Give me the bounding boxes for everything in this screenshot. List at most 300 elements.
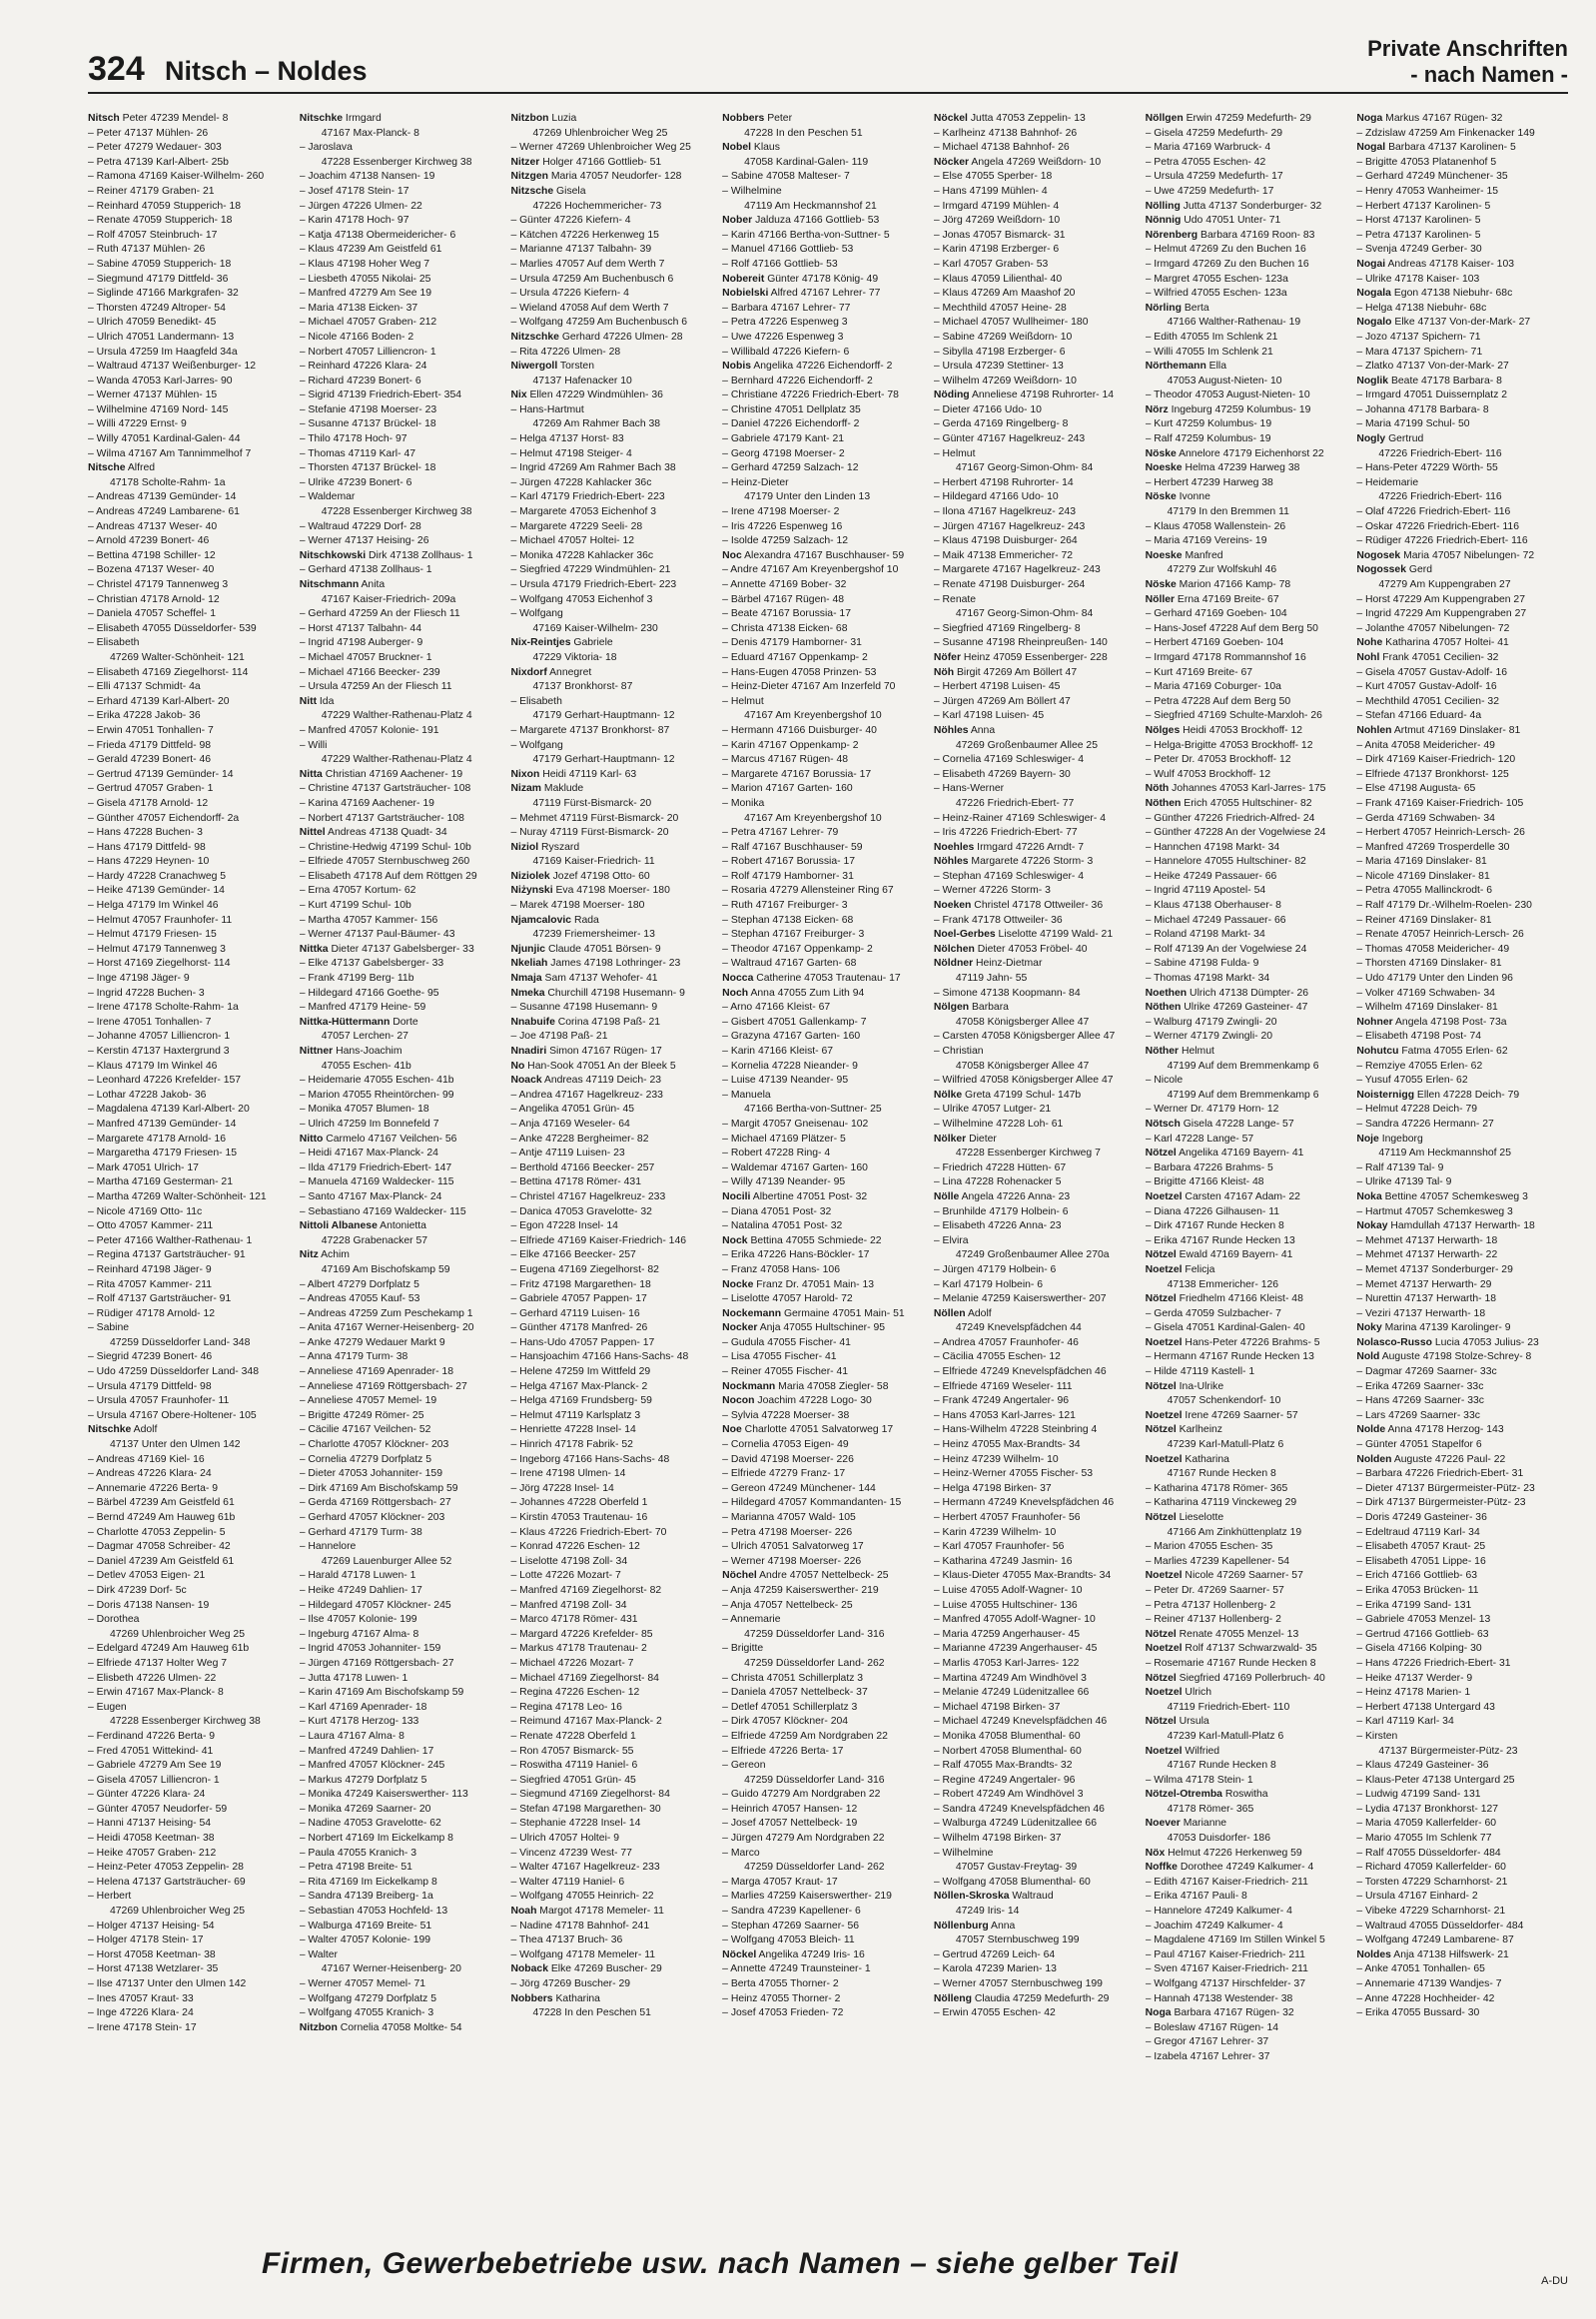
- entry-text: – Susanne 47198 Husemann- 9: [510, 1002, 658, 1014]
- list-item: [934, 1569, 1140, 1584]
- list-item: [1146, 432, 1351, 447]
- entry-text: Germaine 47051 Main- 51: [781, 1307, 905, 1319]
- entry-text: – Siegmund 47169 Ziegelhorst- 84: [510, 1789, 670, 1801]
- list-item: [1146, 1496, 1351, 1511]
- entry-text: Annegret: [546, 666, 592, 678]
- list-item: [934, 1205, 1140, 1220]
- list-item: [300, 1642, 505, 1657]
- entry-text: Barbara 47167 Rügen- 32: [1171, 2007, 1294, 2019]
- entry-text: – Hannelore: [299, 1541, 357, 1553]
- list-item: [722, 1774, 928, 1789]
- entry-text: – Gerhard 47259 An der Fliesch 11: [299, 608, 460, 620]
- entry-text: – Fritz 47198 Margarethen- 18: [510, 1278, 651, 1290]
- entry-text: Karlheinz: [1176, 1424, 1222, 1436]
- entry-text: – Günther 47228 An der Vogelwiese 24: [1145, 827, 1326, 839]
- list-item: [934, 243, 1140, 258]
- list-item: [934, 1905, 1140, 1920]
- entry-text: – Walter 47057 Kolonie- 199: [299, 1934, 431, 1946]
- list-item: [1146, 563, 1351, 578]
- entry-text: – Ruth 47137 Mühlen- 26: [88, 244, 206, 256]
- list-item: [722, 1977, 928, 1992]
- list-item: [88, 943, 294, 958]
- surname: Noack: [510, 1075, 542, 1087]
- list-item: [1356, 1321, 1562, 1336]
- entry-text: – Walter 47119 Haniel- 6: [510, 1876, 625, 1888]
- entry-text: – Nicole: [1145, 1075, 1184, 1087]
- entry-address: 47179 Unter den Linden 13: [744, 491, 871, 503]
- entry-text: – Margarete 47053 Eichenhof 3: [510, 506, 657, 518]
- entry-text: Anita: [359, 579, 386, 590]
- list-item: [300, 753, 505, 768]
- entry-text: – Karin 47198 Erzberger- 6: [933, 244, 1060, 256]
- entry-text: – Werner 47137 Heising- 26: [299, 535, 429, 547]
- list-item: [88, 1205, 294, 1220]
- entry-text: – Marion 47167 Garten- 160: [722, 783, 853, 795]
- list-item: [934, 1555, 1140, 1570]
- entry-text: – Christian 47178 Arnold- 12: [88, 593, 220, 605]
- entry-text: – Elli 47137 Schmidt- 4a: [88, 681, 201, 693]
- list-item: [722, 1089, 928, 1104]
- entry-text: Ewald 47169 Bayern- 41: [1176, 1249, 1293, 1261]
- entry-text: Joachim 47228 Logo- 30: [754, 1395, 872, 1407]
- entry-text: – Nicole 47169 Dinslaker- 81: [1356, 870, 1490, 882]
- entry-text: – Manfred 47057 Klöckner- 245: [299, 1760, 445, 1772]
- list-item: [1146, 1962, 1351, 1977]
- list-item: [1146, 505, 1351, 520]
- surname: Noky: [1356, 1322, 1382, 1334]
- list-item: [88, 739, 294, 754]
- list-item: [1356, 695, 1562, 710]
- list-item: [300, 1555, 505, 1570]
- entry-text: – Michael 47169 Ziegelhorst- 84: [510, 1672, 659, 1684]
- list-item: [88, 987, 294, 1002]
- entry-text: – Berta 47055 Thorner- 2: [722, 1978, 839, 1989]
- entry-text: – Edeltraud 47119 Karl- 34: [1356, 1526, 1480, 1538]
- list-item: [510, 2006, 716, 2021]
- entry-text: – Wilma 47178 Stein- 1: [1145, 1774, 1253, 1786]
- list-item: [1356, 1001, 1562, 1016]
- entry-address: 47058 Königsberger Allee 47: [955, 1060, 1090, 1072]
- list-item: [1356, 1962, 1562, 1977]
- list-item: [934, 1278, 1140, 1293]
- entry-text: – Magdalena 47139 Karl-Albert- 20: [88, 1104, 250, 1116]
- list-item: [1146, 520, 1351, 535]
- list-item: [88, 1555, 294, 1570]
- entry-text: – Mehmet 47137 Herwarth- 18: [1356, 1234, 1498, 1246]
- list-item: [88, 1161, 294, 1176]
- list-item: [1146, 302, 1351, 317]
- entry-text: – Hans 47269 Saarner- 33c: [1356, 1395, 1484, 1407]
- entry-text: – Hans-Josef 47228 Auf dem Berg 50: [1145, 622, 1318, 634]
- list-item: [1146, 914, 1351, 929]
- list-item: [934, 1890, 1140, 1905]
- list-item: [1146, 534, 1351, 549]
- list-item: [88, 1599, 294, 1614]
- entry-text: – Reinhard 47226 Klara- 24: [299, 361, 427, 373]
- entry-address: 47279 Am Kuppengraben 27: [1378, 579, 1511, 590]
- entry-text: – Liesbeth 47055 Nikolai- 25: [299, 273, 431, 285]
- directory-column: [1356, 112, 1568, 2201]
- entry-text: – Regina 47137 Gartsträucher- 91: [88, 1249, 246, 1261]
- list-item: [510, 229, 716, 244]
- entry-text: – Dirk 47239 Dorf- 5c: [88, 1584, 187, 1596]
- entry-text: – Sandra 47139 Breiberg- 1a: [299, 1891, 433, 1903]
- list-item: [88, 1496, 294, 1511]
- list-item: [510, 1278, 716, 1293]
- surname: Nnadiri: [510, 1046, 547, 1057]
- list-item: [300, 841, 505, 856]
- list-item: [1146, 1336, 1351, 1351]
- entry-text: – Andreas 47226 Klara- 24: [88, 1468, 212, 1480]
- list-item: [1356, 797, 1562, 812]
- list-item: [722, 709, 928, 724]
- list-item: [1146, 1526, 1351, 1541]
- list-item: [722, 490, 928, 505]
- entry-address: 47239 Karl-Matull-Platz 6: [1167, 1730, 1284, 1742]
- list-item: [510, 1788, 716, 1803]
- list-item: [1356, 170, 1562, 185]
- entry-text: – Jürgen 47279 Am Nordgraben 22: [722, 1833, 885, 1845]
- list-item: [510, 520, 716, 535]
- entry-text: – Renate 47057 Heinrich-Lersch- 26: [1356, 929, 1524, 941]
- list-item: [300, 1803, 505, 1818]
- list-item: [88, 1642, 294, 1657]
- entry-text: – Wilhelm 47169 Dinslaker- 81: [1356, 1002, 1498, 1014]
- list-item: [88, 388, 294, 403]
- entry-text: – Helmut 47269 Zu den Buchen 16: [1145, 244, 1306, 256]
- entry-address: 47138 Emmericher- 126: [1167, 1278, 1279, 1290]
- list-item: [300, 1147, 505, 1161]
- entry-text: Wilfried: [1182, 1745, 1220, 1757]
- entry-text: – Mehmet 47137 Herwarth- 22: [1356, 1249, 1498, 1261]
- surname: Nogala: [1356, 288, 1391, 300]
- entry-text: – Heinz-Dieter 47167 Am Inzerfeld 70: [722, 681, 896, 693]
- entry-text: – Erwin 47051 Tonhallen- 7: [88, 724, 214, 736]
- entry-text: Auguste 47226 Paul- 22: [1391, 1453, 1506, 1465]
- entry-text: – Andreas 47137 Weser- 40: [88, 520, 218, 532]
- list-item: [88, 1876, 294, 1891]
- list-item: [1356, 1890, 1562, 1905]
- list-item: [88, 156, 294, 171]
- header-rule: [88, 92, 1568, 94]
- entry-text: – Wilfried 47055 Eschen- 123a: [1145, 288, 1287, 300]
- list-item: [934, 1920, 1140, 1934]
- list-item: [934, 1219, 1140, 1234]
- list-item: [300, 1423, 505, 1438]
- surname: Nöh: [933, 666, 955, 678]
- entry-text: – Horst 47137 Talbahn- 44: [299, 622, 421, 634]
- entry-text: Marion 47166 Kamp- 78: [1176, 579, 1291, 590]
- entry-text: Andreas 47178 Kaiser- 103: [1385, 258, 1515, 270]
- entry-text: – Michael 47057 Holtei- 12: [510, 535, 635, 547]
- entry-text: – Horst 47169 Ziegelhorst- 114: [88, 958, 231, 970]
- entry-text: – Thorsten 47249 Altroper- 54: [88, 302, 226, 314]
- list-item: [722, 943, 928, 958]
- list-item: [722, 1336, 928, 1351]
- list-item: [300, 1482, 505, 1497]
- surname: Nötzel: [1145, 1512, 1177, 1523]
- list-item: [722, 1890, 928, 1905]
- list-item: [722, 1175, 928, 1190]
- entry-text: – Doris 47138 Nansen- 19: [88, 1599, 210, 1611]
- list-item: [934, 826, 1140, 841]
- surname: Nöding: [933, 389, 970, 401]
- list-item: [88, 1788, 294, 1803]
- entry-address: 47057 Sternbuschweg 199: [955, 1934, 1080, 1946]
- list-item: [1146, 1774, 1351, 1789]
- entry-text: Heidi 47053 Brockhoff- 12: [1180, 724, 1303, 736]
- entry-text: – Simone 47138 Koopmann- 84: [933, 987, 1081, 999]
- list-item: [934, 753, 1140, 768]
- entry-text: – Barbara 47226 Brahms- 5: [1145, 1161, 1273, 1173]
- surname: Nitzbon: [510, 113, 549, 124]
- list-item: [1356, 1045, 1562, 1060]
- entry-address: 47199 Auf dem Bremmenkamp 6: [1167, 1089, 1319, 1101]
- entry-text: – Manfred 47198 Zoll- 34: [510, 1599, 627, 1611]
- entry-text: Maria 47057 Neudorfer- 128: [547, 171, 682, 183]
- entry-text: – Margret 47055 Eschen- 123a: [1145, 273, 1288, 285]
- entry-text: Udo 47051 Unter- 71: [1181, 215, 1281, 227]
- list-item: [1146, 753, 1351, 768]
- entry-text: – Anna 47179 Turm- 38: [299, 1351, 408, 1363]
- entry-text: – Stefan 47166 Eduard- 4a: [1356, 710, 1482, 722]
- entry-text: – Stefanie 47198 Moerser- 23: [299, 403, 437, 415]
- entry-text: – Susanne 47137 Brückel- 18: [299, 418, 436, 430]
- entry-text: – Bozena 47137 Weser- 40: [88, 564, 215, 576]
- surname: Nitsche: [88, 462, 126, 474]
- entry-text: Angela 47198 Post- 73a: [1392, 1016, 1507, 1028]
- list-item: [1146, 316, 1351, 331]
- list-item: [300, 578, 505, 593]
- list-item: [934, 768, 1140, 783]
- list-item: [934, 505, 1140, 520]
- entry-text: – Bernhard 47226 Eichendorff- 2: [722, 375, 873, 386]
- entry-text: Carsten 47167 Adam- 22: [1182, 1190, 1300, 1202]
- entry-text: – Manfred 47249 Dahlien- 17: [299, 1745, 434, 1757]
- list-item: [300, 563, 505, 578]
- entry-address: 47226 Friedrich-Ebert- 116: [1378, 491, 1502, 503]
- entry-text: – Günther 47178 Manfred- 26: [510, 1322, 648, 1334]
- list-item: [300, 768, 505, 783]
- list-item: [934, 1234, 1140, 1249]
- list-item: [88, 1832, 294, 1847]
- entry-text: – Wilhelmine 47228 Loh- 61: [933, 1118, 1064, 1130]
- list-item: [1356, 1876, 1562, 1891]
- list-item: [722, 797, 928, 812]
- entry-text: – Erna 47057 Kortum- 62: [299, 885, 416, 897]
- list-item: [510, 302, 716, 317]
- list-item: [510, 1336, 716, 1351]
- entry-text: – Mechthild 47057 Heine- 28: [933, 302, 1067, 314]
- list-item: [934, 797, 1140, 812]
- entry-text: – Svenja 47249 Gerber- 30: [1356, 244, 1482, 256]
- entry-text: – Georg 47198 Moerser- 2: [722, 447, 845, 459]
- entry-text: Anna 47055 Zum Lith 94: [748, 987, 865, 999]
- entry-text: Angelika 47249 Iris- 16: [756, 1948, 865, 1960]
- list-item: [88, 563, 294, 578]
- list-item: [510, 1103, 716, 1118]
- entry-text: – Günther 47226 Friedrich-Alfred- 24: [1145, 812, 1315, 824]
- list-item: [510, 636, 716, 651]
- entry-address: 47169 Kaiser-Wilhelm- 230: [532, 622, 658, 634]
- entry-text: – Heidi 47167 Max-Planck- 24: [299, 1148, 438, 1160]
- list-item: [1146, 1759, 1351, 1774]
- list-item: [1146, 1321, 1351, 1336]
- list-item: [722, 375, 928, 389]
- entry-text: Johannes 47053 Karl-Jarres- 175: [1169, 783, 1326, 795]
- entry-text: – Rolf 47179 Hamborner- 31: [722, 870, 854, 882]
- list-item: [300, 549, 505, 564]
- list-item: [1356, 1599, 1562, 1614]
- list-item: [510, 1234, 716, 1249]
- list-item: [510, 1526, 716, 1541]
- list-item: [510, 1948, 716, 1963]
- entry-text: – Marlies 47259 Kaiserswerther- 219: [722, 1891, 892, 1903]
- entry-text: – Santo 47167 Max-Planck- 24: [299, 1190, 442, 1202]
- list-item: [934, 1453, 1140, 1468]
- surname: Nöller: [1145, 593, 1176, 605]
- entry-text: – Andrea 47057 Fraunhofer- 46: [933, 1336, 1079, 1348]
- entry-text: – Herbert 47057 Heinrich-Lersch- 26: [1356, 827, 1525, 839]
- surname: Nörz: [1145, 403, 1169, 415]
- surname: Nittka: [299, 943, 329, 955]
- surname: Nobis: [722, 361, 752, 373]
- list-item: [1356, 870, 1562, 885]
- entry-text: – Stefan 47198 Margarethen- 30: [510, 1803, 661, 1815]
- entry-text: – Cornelia 47169 Schleswiger- 4: [933, 754, 1085, 766]
- list-item: [510, 1205, 716, 1220]
- list-item: [934, 1977, 1140, 1992]
- list-item: [1356, 112, 1562, 127]
- list-item: [1146, 331, 1351, 346]
- entry-text: – Gertrud 47139 Gemünder- 14: [88, 768, 234, 780]
- surname: Nöx: [1145, 1847, 1166, 1859]
- entry-text: – Olaf 47226 Friedrich-Ebert- 116: [1356, 506, 1511, 518]
- entry-text: – Elfriede 47249 Knevelspfädchen 46: [933, 1366, 1107, 1378]
- entry-text: – Rüdiger 47178 Arnold- 12: [88, 1307, 216, 1319]
- entry-address: 47053 Duisdorfer- 186: [1167, 1833, 1270, 1845]
- entry-text: – Irene 47198 Ulmen- 14: [510, 1468, 626, 1480]
- list-item: [88, 1467, 294, 1482]
- entry-text: – Stephan 47269 Saarner- 56: [722, 1920, 860, 1932]
- entry-address: 47228 In den Peschen 51: [532, 2007, 651, 2019]
- list-item: [88, 1190, 294, 1205]
- list-item: [300, 476, 505, 491]
- entry-text: – Anne 47228 Hochheider- 42: [1356, 1992, 1495, 2004]
- entry-text: – Reiner 47179 Graben- 21: [88, 185, 215, 197]
- entry-text: – Kornelia 47228 Nieander- 9: [722, 1060, 858, 1072]
- entry-text: – Margard 47226 Krefelder- 85: [510, 1628, 653, 1640]
- list-item: [510, 680, 716, 695]
- entry-text: – Stephanie 47228 Insel- 14: [510, 1818, 641, 1830]
- entry-text: – Herbert 47057 Fraunhofer- 56: [933, 1512, 1081, 1523]
- list-item: [1356, 549, 1562, 564]
- entry-text: – Petra 47226 Espenweg 3: [722, 317, 848, 329]
- entry-text: Anja 47055 Hultschiner- 95: [757, 1322, 886, 1334]
- list-item: [722, 666, 928, 681]
- entry-text: Angelika 47169 Bayern- 41: [1176, 1148, 1304, 1160]
- list-item: [934, 273, 1140, 288]
- entry-text: – Hans 47199 Mühlen- 4: [933, 185, 1048, 197]
- entry-text: – Sandra 47226 Hermann- 27: [1356, 1118, 1494, 1130]
- list-item: [1146, 943, 1351, 958]
- list-item: [510, 593, 716, 608]
- entry-text: – Oskar 47226 Friedrich-Ebert- 116: [1356, 520, 1519, 532]
- list-item: [934, 360, 1140, 375]
- entry-text: – Lina 47228 Rohenacker 5: [933, 1176, 1062, 1188]
- list-item: [300, 1569, 505, 1584]
- list-item: [934, 520, 1140, 535]
- list-item: [1146, 1992, 1351, 2007]
- list-item: [88, 578, 294, 593]
- entry-text: – Ursula 47167 Obere-Holtener- 105: [88, 1409, 257, 1421]
- entry-address: 47226 Friedrich-Ebert- 77: [955, 797, 1075, 809]
- list-item: [300, 1336, 505, 1351]
- list-item: [934, 1394, 1140, 1409]
- list-item: [88, 1147, 294, 1161]
- list-item: [722, 1248, 928, 1263]
- entry-text: – Marek 47198 Moerser- 180: [510, 900, 645, 912]
- entry-text: Adolf: [965, 1307, 992, 1319]
- surname: Nock: [722, 1234, 748, 1246]
- entry-text: – Elisabeth 47269 Bayern- 30: [933, 768, 1071, 780]
- entry-text: Andreas 47138 Quadt- 34: [325, 827, 447, 839]
- entry-text: Alfred: [125, 462, 156, 474]
- surname: Nittka-Hüttermann: [299, 1016, 391, 1028]
- list-item: [300, 461, 505, 476]
- entry-text: – Margarete 47178 Arnold- 16: [88, 1133, 227, 1145]
- list-item: [1146, 447, 1351, 462]
- list-item: [1146, 1876, 1351, 1891]
- list-item: [722, 1118, 928, 1133]
- surname: Nitschke: [88, 1424, 132, 1436]
- list-item: [510, 1715, 716, 1730]
- entry-text: – Ilse 47057 Kolonie- 199: [299, 1614, 417, 1626]
- list-item: [1146, 1175, 1351, 1190]
- entry-text: – Guido 47279 Am Nordgraben 22: [722, 1789, 881, 1801]
- list-item: [1146, 1205, 1351, 1220]
- entry-text: – Wolfgang 47279 Dorfplatz 5: [299, 1992, 437, 2004]
- entry-text: Lieselotte: [1176, 1512, 1224, 1523]
- list-item: [1356, 1219, 1562, 1234]
- entry-text: – Kätchen 47226 Herkenweg 15: [510, 229, 659, 241]
- entry-text: – Lothar 47228 Jakob- 36: [88, 1089, 207, 1101]
- list-item: [1146, 185, 1351, 200]
- list-item: [88, 214, 294, 229]
- entry-address: 47166 Bertha-von-Suttner- 25: [744, 1104, 882, 1116]
- entry-text: Günter 47178 König- 49: [764, 273, 879, 285]
- surname: Nobereit: [722, 273, 765, 285]
- list-item: [1146, 1103, 1351, 1118]
- list-item: [934, 1161, 1140, 1176]
- list-item: [300, 375, 505, 389]
- entry-text: – Dieter 47053 Johanniter- 159: [299, 1468, 442, 1480]
- entry-text: – Gerhard 47179 Turm- 38: [299, 1526, 422, 1538]
- list-item: [510, 417, 716, 432]
- surname: Noetzel: [1145, 1570, 1183, 1582]
- entry-text: – Elisabeth 47169 Ziegelhorst- 114: [88, 666, 249, 678]
- list-item: [510, 709, 716, 724]
- entry-text: – Hartmut 47057 Schemkesweg 3: [1356, 1205, 1513, 1217]
- list-item: [934, 1962, 1140, 1977]
- list-item: [88, 1511, 294, 1526]
- entry-text: – Elfriede 47259 Am Nordgraben 22: [722, 1730, 888, 1742]
- list-item: [510, 1016, 716, 1031]
- entry-text: – Jonas 47057 Bismarck- 31: [933, 229, 1066, 241]
- entry-text: – Regina 47178 Leo- 16: [510, 1701, 622, 1713]
- list-item: [300, 1089, 505, 1104]
- surname: Nitzer: [510, 156, 540, 168]
